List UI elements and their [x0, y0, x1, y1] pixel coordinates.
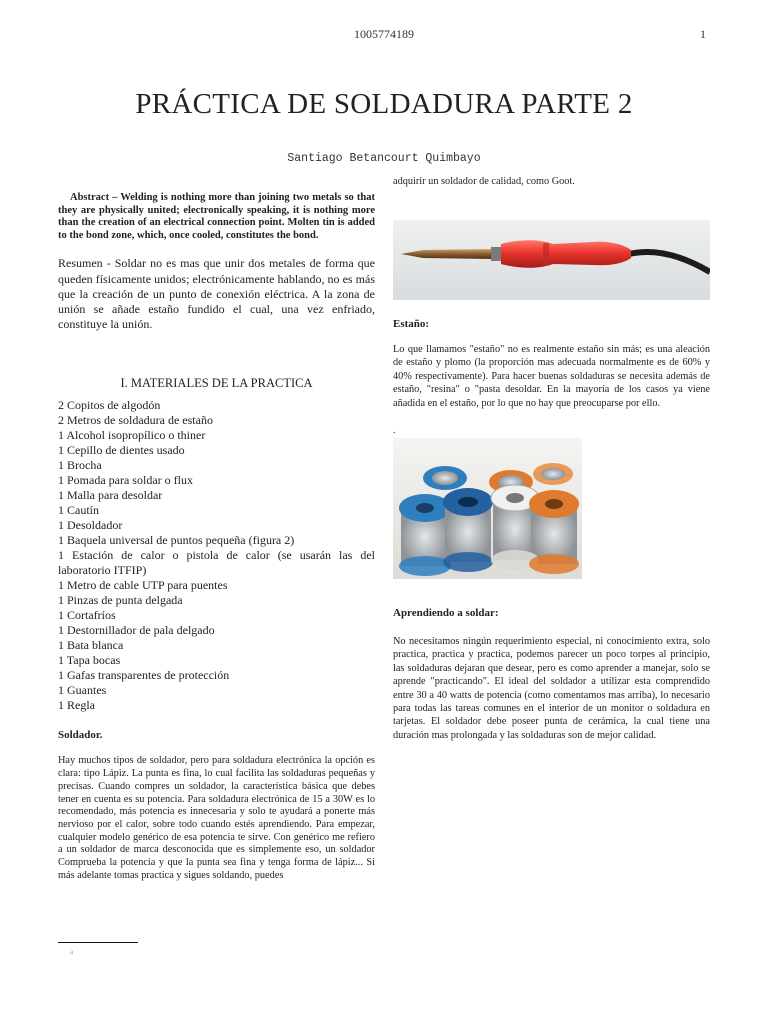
estano-heading: Estaño:: [393, 318, 430, 330]
material-item: 1 Bata blanca: [58, 638, 124, 653]
material-item: 1 Tapa bocas: [58, 653, 121, 668]
abstract-text: Abstract – Welding is nothing more than joining two metals so that they are physically united; electronically speaking, it is nothing more than the creation of an electrical connection point. Molten tin is added to the bond zone, which, once cooled, constitutes the bond.: [58, 192, 375, 241]
soldador-heading: Soldador.: [58, 729, 103, 742]
page-number: 1: [700, 27, 706, 41]
stray-dot: .: [393, 425, 396, 436]
material-item: 1 Cautín: [58, 503, 99, 518]
author-name: Santiago Betancourt Quimbayo: [287, 152, 481, 165]
material-item: 1 Guantes: [58, 683, 107, 698]
materials-list: [58, 398, 375, 713]
material-item: 2 Metros de soldadura de estaño: [58, 413, 213, 428]
material-item: 1 Metro de cable UTP para puentes: [58, 578, 228, 593]
footnote-rule: [58, 942, 138, 943]
material-item: 1 Malla para desoldar: [58, 488, 163, 503]
document-id: 1005774189: [354, 27, 414, 41]
footnote-mark: a: [70, 948, 74, 956]
material-item: 1 Brocha: [58, 458, 102, 473]
material-item: 1 Pomada para soldar o flux: [58, 473, 193, 488]
material-item: 1 Regla: [58, 698, 95, 713]
material-item: 1 Desoldador: [58, 518, 123, 533]
material-item: 1 Cepillo de dientes usado: [58, 443, 185, 458]
continuation-text: adquirir un soldador de calidad, como Goot.: [393, 176, 575, 187]
material-item: 2 Copitos de algodón: [58, 398, 161, 413]
solder-spools-image: [393, 438, 582, 579]
soldering-iron-image: [393, 220, 710, 300]
material-item: 1 Alcohol isopropílico o thiner: [58, 428, 206, 443]
material-item: 1 Destornillador de pala delgado: [58, 623, 215, 638]
materials-heading: I. MATERIALES DE LA PRACTICA: [120, 376, 313, 391]
right-column: [393, 176, 710, 189]
aprendiendo-text: No necesitamos ningún requerimiento especial, ni conocimiento extra, solo practica, practica y practica, podemos parecer un poco torpes al principio, las soldaduras dejaran que desear, pero es como aprender a manejar, solo se aprende "practicando". El ideal del soldador a utilizar esta comprendido entre 30 a 40 watts de potencia (como comentamos mas arriba), lo necesario para todas las tareas comunes en el interior de un monitor o soldadura en tarjetas. El soldador debe poseer punta de cerámica, la cual tiene una duración mas prolongada y las soldaduras son de mejor calidad.: [393, 636, 710, 741]
resumen-text: Resumen - Soldar no es mas que unir dos metales de forma que queden físicamente unidos; electrónicamente hablando, no es más que la creación de un punto de conexión eléctrica. A la zona de unión se añade estaño fundido el cual, una vez enfriado, constituye la unión.: [58, 256, 375, 332]
material-item: 1 Gafas transparentes de protección: [58, 668, 230, 683]
material-item: 1 Estación de calor o pistola de calor (se usarán las del laboratorio ITFIP): [58, 548, 375, 578]
material-item: 1 Cortafríos: [58, 608, 116, 623]
aprendiendo-heading: Aprendiendo a soldar:: [393, 607, 499, 619]
estano-text: Lo que llamamos "estaño" no es realmente estaño sin más; es una aleación de estaño y plomo (la proporción mas adecuada normalmente es de 60% y 40% respectivamente). Para hacer buenas soldaduras se necesita además de estaño, "resina" o "pasta desoldar. En la mayoría de los casos ya viene añadida en el estaño, por lo que no hay que preocuparse por ello.: [393, 344, 710, 409]
paper-title: PRÁCTICA DE SOLDADURA PARTE 2: [135, 88, 633, 120]
left-column: [58, 192, 375, 882]
soldador-text: Hay muchos tipos de soldador, pero para soldadura electrónica la opción es clara: tipo Lápiz. La punta es fina, lo cual facilita las soldaduras pequeñas y precisas. Cuando compres un soldador, la característica básica que debes tener en cuenta es su potencia. Para soldadura electrónica de 15 a 30W es lo recomendado, más potencia es innecesaria y solo te ayudará a ponerte más nervioso por el calor, sobre todo cuando estés aprendiendo. Para empezar, cualquier modelo genérico de esa potencia te sirve. Con genérico me refiero a un soldador de marca desconocida que es simplemente eso, un soldador Comprueba la potencia y que la punta sea fina y tenga forma de lápiz... Si más adelante tomas practica y sigues soldando, puedes: [58, 755, 375, 881]
material-item: 1 Pinzas de punta delgada: [58, 593, 183, 608]
material-item: 1 Baquela universal de puntos pequeña (figura 2): [58, 533, 295, 548]
